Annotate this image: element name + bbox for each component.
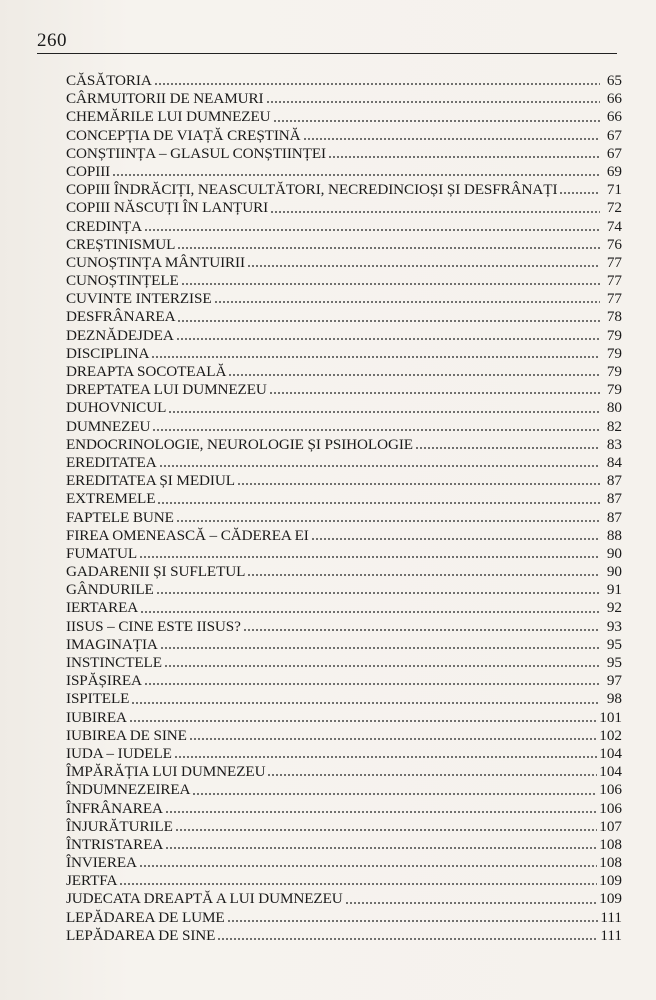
toc-entry-page: 111 bbox=[600, 926, 622, 944]
dot-leader bbox=[164, 664, 600, 668]
dot-leader bbox=[175, 828, 597, 832]
toc-entry-title: CONȘTIINȚA – GLASUL CONȘTIINȚEI bbox=[66, 144, 326, 162]
toc-entry-title: ÎNJURĂTURILE bbox=[66, 817, 173, 835]
toc-entry-title: GADARENII ȘI SUFLETUL bbox=[66, 563, 246, 581]
toc-entry bbox=[66, 254, 622, 272]
dot-leader bbox=[247, 573, 600, 577]
dot-leader bbox=[165, 810, 597, 814]
toc-entry-page: 108 bbox=[599, 835, 622, 853]
toc-entry-title: IUBIREA DE SINE bbox=[66, 726, 187, 744]
toc-entry-page: 92 bbox=[606, 599, 622, 617]
toc-entry bbox=[66, 690, 622, 708]
toc-entry-page: 72 bbox=[606, 199, 622, 217]
toc-entry-title: ÎMPĂRĂȚIA LUI DUMNEZEU bbox=[66, 763, 266, 781]
toc-entry bbox=[66, 581, 622, 599]
dot-leader bbox=[270, 210, 600, 214]
toc-entry-title: CREDINȚA bbox=[66, 217, 142, 235]
toc-entry bbox=[66, 381, 622, 399]
toc-entry-page: 66 bbox=[606, 90, 622, 108]
dot-leader bbox=[217, 937, 598, 941]
toc-entry-page: 79 bbox=[606, 381, 622, 399]
toc-entry-page: 106 bbox=[599, 781, 622, 799]
toc-entry-page: 84 bbox=[606, 453, 622, 471]
toc-entry bbox=[66, 527, 622, 545]
toc-entry-title: DREAPTA SOCOTEALĂ bbox=[66, 363, 227, 380]
toc-entry-page: 79 bbox=[606, 326, 622, 344]
toc-entry-page: 83 bbox=[606, 435, 622, 453]
toc-entry bbox=[66, 636, 622, 654]
toc-entry-page: 90 bbox=[606, 563, 622, 581]
toc-entry-title: LEPĂDAREA DE LUME bbox=[66, 908, 225, 926]
toc-entry-page: 71 bbox=[606, 181, 622, 199]
toc-entry bbox=[66, 290, 622, 308]
toc-entry bbox=[66, 90, 622, 108]
toc-entry bbox=[66, 509, 622, 527]
toc-entry-page: 111 bbox=[600, 908, 622, 926]
toc-entry-page: 104 bbox=[599, 744, 622, 762]
toc-entry-title: IUBIREA bbox=[66, 708, 127, 726]
toc-entry-page: 67 bbox=[606, 144, 622, 162]
dot-leader bbox=[189, 737, 597, 741]
dot-leader bbox=[228, 373, 600, 377]
toc-entry-title: COPIII NĂSCUȚI ÎN LANȚURI bbox=[66, 199, 269, 217]
dot-leader bbox=[139, 864, 597, 868]
toc-entry bbox=[66, 927, 622, 945]
toc-entry-title: FAPTELE BUNE bbox=[66, 508, 174, 526]
toc-entry-title: GÂNDURILE bbox=[66, 581, 154, 599]
toc-entry bbox=[66, 872, 622, 890]
toc-entry bbox=[66, 599, 622, 617]
toc-entry bbox=[66, 72, 622, 90]
dot-leader bbox=[151, 355, 600, 359]
toc-entry-page: 107 bbox=[599, 817, 622, 835]
toc-entry-title: EREDITATEA ȘI MEDIUL bbox=[66, 472, 235, 490]
toc-entry-title: IMAGINAȚIA bbox=[66, 635, 158, 653]
toc-entry-title: ENDOCRINOLOGIE, NEUROLOGIE ȘI PSIHOLOGIE bbox=[66, 435, 413, 453]
dot-leader bbox=[152, 428, 600, 432]
toc-entry-title: COPIII bbox=[66, 162, 111, 180]
toc-entry bbox=[66, 345, 622, 363]
toc-entry-title: ÎNDUMNEZEIREA bbox=[66, 781, 191, 799]
toc-entry bbox=[66, 127, 622, 145]
toc-entry-title: CREȘTINISMUL bbox=[66, 235, 176, 253]
dot-leader bbox=[119, 882, 597, 886]
toc-entry-page: 102 bbox=[599, 726, 622, 744]
toc-entry-title: CONCEPȚIA DE VIAȚĂ CREȘTINĂ bbox=[66, 126, 301, 144]
toc-entry-title: DREPTATEA LUI DUMNEZEU bbox=[66, 381, 267, 399]
toc-entry-title: JERTFA bbox=[66, 872, 118, 890]
toc-entry bbox=[66, 472, 622, 490]
toc-entry-title: IUDA – IUDELE bbox=[66, 744, 172, 762]
toc-entry-title: DEZNĂDEJDEA bbox=[66, 326, 174, 344]
toc-entry-page: 74 bbox=[606, 217, 622, 235]
dot-leader bbox=[273, 119, 601, 123]
toc-entry-title: DISCIPLINA bbox=[66, 344, 150, 362]
toc-entry-page: 109 bbox=[599, 872, 622, 890]
toc-entry bbox=[66, 854, 622, 872]
toc-entry bbox=[66, 909, 622, 927]
toc-entry bbox=[66, 418, 622, 436]
toc-entry bbox=[66, 236, 622, 254]
toc-entry bbox=[66, 454, 622, 472]
toc-entry bbox=[66, 218, 622, 236]
toc-entry-page: 67 bbox=[606, 126, 622, 144]
dot-leader bbox=[144, 682, 600, 686]
toc-entry-title: FUMATUL bbox=[66, 544, 138, 562]
toc-entry-title: CHEMĂRILE LUI DUMNEZEU bbox=[66, 108, 271, 126]
toc-entry-page: 78 bbox=[606, 308, 622, 326]
toc-entry bbox=[66, 800, 622, 818]
dot-leader bbox=[112, 173, 600, 177]
dot-leader bbox=[176, 337, 600, 341]
dot-leader bbox=[269, 391, 600, 395]
dot-leader bbox=[243, 628, 600, 632]
toc-entry bbox=[66, 163, 622, 181]
toc-entry-title: CUVINTE INTERZISE bbox=[66, 290, 212, 308]
dot-leader bbox=[140, 610, 600, 614]
toc-entry-page: 80 bbox=[606, 399, 622, 417]
dot-leader bbox=[144, 228, 600, 232]
toc-entry-title: DUHOVNICUL bbox=[66, 399, 167, 417]
dot-leader bbox=[177, 319, 600, 323]
toc-entry bbox=[66, 563, 622, 581]
toc-entry-title: COPIII ÎNDRĂCIȚI, NEASCULTĂTORI, NECREDINCIOȘI ȘI DESFRÂNAȚI bbox=[66, 181, 558, 199]
dot-leader bbox=[157, 501, 600, 505]
toc-entry-title: JUDECATA DREAPTĂ A LUI DUMNEZEU bbox=[66, 890, 343, 908]
dot-leader bbox=[311, 537, 600, 541]
toc-entry bbox=[66, 781, 622, 799]
toc-entry-page: 87 bbox=[606, 508, 622, 526]
toc-entry-page: 79 bbox=[606, 363, 622, 380]
toc-entry-title: ÎNVIEREA bbox=[66, 854, 137, 872]
toc-entry bbox=[66, 727, 622, 745]
toc-entry-page: 98 bbox=[606, 690, 622, 708]
toc-entry bbox=[66, 308, 622, 326]
dot-leader bbox=[303, 137, 600, 141]
toc-entry-page: 82 bbox=[606, 417, 622, 435]
toc-entry-page: 109 bbox=[599, 890, 622, 908]
dot-leader bbox=[214, 300, 600, 304]
toc-entry bbox=[66, 672, 622, 690]
dot-leader bbox=[159, 464, 600, 468]
toc-entry-page: 77 bbox=[606, 253, 622, 271]
toc-entry bbox=[66, 399, 622, 417]
dot-leader bbox=[247, 264, 600, 268]
dot-leader bbox=[227, 919, 599, 923]
toc-entry-title: EREDITATEA bbox=[66, 453, 157, 471]
dot-leader bbox=[129, 719, 597, 723]
toc-entry-page: 97 bbox=[606, 672, 622, 690]
toc-entry-page: 104 bbox=[599, 763, 622, 781]
toc-entry bbox=[66, 272, 622, 290]
dot-leader bbox=[174, 755, 597, 759]
toc-entry-page: 101 bbox=[599, 708, 622, 726]
toc-entry-page: 69 bbox=[606, 162, 622, 180]
dot-leader bbox=[165, 846, 597, 850]
toc-entry-page: 88 bbox=[606, 526, 622, 544]
page-number: 260 bbox=[37, 30, 67, 51]
toc-entry-title: ISPITELE bbox=[66, 690, 130, 708]
toc-entry-title: FIREA OMENEASCĂ – CĂDEREA EI bbox=[66, 526, 309, 544]
toc-entry-title: EXTREMELE bbox=[66, 490, 156, 508]
toc-entry bbox=[66, 108, 622, 126]
toc-entry bbox=[66, 436, 622, 454]
dot-leader bbox=[154, 82, 600, 86]
toc-entry-title: DESFRÂNAREA bbox=[66, 308, 176, 326]
toc-entry-page: 87 bbox=[606, 472, 622, 490]
toc-entry-page: 65 bbox=[606, 72, 622, 89]
toc-entry bbox=[66, 363, 622, 381]
dot-leader bbox=[168, 410, 600, 414]
toc-entry-title: ÎNTRISTAREA bbox=[66, 835, 164, 853]
toc-entry-title: CUNOȘTINȚA MÂNTUIRII bbox=[66, 253, 245, 271]
toc-entry-page: 79 bbox=[606, 344, 622, 362]
toc-entry-page: 90 bbox=[606, 544, 622, 562]
dot-leader bbox=[177, 246, 600, 250]
toc-entry-page: 87 bbox=[606, 490, 622, 508]
toc-entry bbox=[66, 745, 622, 763]
toc-entry-title: LEPĂDAREA DE SINE bbox=[66, 926, 216, 944]
toc-entry bbox=[66, 327, 622, 345]
table-of-contents bbox=[66, 72, 622, 945]
dot-leader bbox=[192, 792, 597, 796]
toc-entry-page: 66 bbox=[606, 108, 622, 126]
dot-leader bbox=[267, 773, 597, 777]
dot-leader bbox=[139, 555, 600, 559]
toc-entry bbox=[66, 763, 622, 781]
dot-leader bbox=[131, 701, 600, 705]
toc-entry-page: 77 bbox=[606, 272, 622, 290]
toc-entry bbox=[66, 836, 622, 854]
dot-leader bbox=[415, 446, 600, 450]
toc-entry bbox=[66, 545, 622, 563]
dot-leader bbox=[156, 591, 600, 595]
dot-leader bbox=[328, 155, 600, 159]
toc-entry bbox=[66, 890, 622, 908]
toc-entry-page: 95 bbox=[606, 654, 622, 671]
toc-entry-page: 95 bbox=[606, 635, 622, 653]
dot-leader bbox=[266, 100, 601, 104]
toc-entry-title: IERTAREA bbox=[66, 599, 139, 617]
toc-entry bbox=[66, 145, 622, 163]
dot-leader bbox=[237, 482, 600, 486]
dot-leader bbox=[160, 646, 600, 650]
toc-entry bbox=[66, 490, 622, 508]
toc-entry-title: INSTINCTELE bbox=[66, 654, 162, 671]
dot-leader bbox=[345, 901, 598, 905]
toc-entry bbox=[66, 199, 622, 217]
toc-entry bbox=[66, 618, 622, 636]
header-rule bbox=[37, 53, 617, 54]
dot-leader bbox=[176, 519, 600, 523]
toc-entry-title: ÎNFRÂNAREA bbox=[66, 799, 163, 817]
toc-entry-title: IISUS – CINE ESTE IISUS? bbox=[66, 617, 241, 635]
toc-entry-title: CĂSĂTORIA bbox=[66, 72, 152, 89]
toc-entry-page: 77 bbox=[606, 290, 622, 308]
toc-entry bbox=[66, 181, 622, 199]
toc-entry-page: 108 bbox=[599, 854, 622, 872]
toc-entry-page: 76 bbox=[606, 235, 622, 253]
toc-entry-title: CÂRMUITORII DE NEAMURI bbox=[66, 90, 264, 108]
toc-entry-title: DUMNEZEU bbox=[66, 417, 151, 435]
dot-leader bbox=[559, 191, 600, 195]
toc-entry-page: 93 bbox=[606, 617, 622, 635]
toc-entry-title: ISPĂȘIREA bbox=[66, 672, 142, 690]
toc-entry bbox=[66, 818, 622, 836]
toc-entry bbox=[66, 709, 622, 727]
toc-entry bbox=[66, 654, 622, 672]
dot-leader bbox=[181, 282, 600, 286]
toc-entry-title: CUNOȘTINȚELE bbox=[66, 272, 179, 290]
toc-entry-page: 91 bbox=[606, 581, 622, 599]
toc-entry-page: 106 bbox=[599, 799, 622, 817]
